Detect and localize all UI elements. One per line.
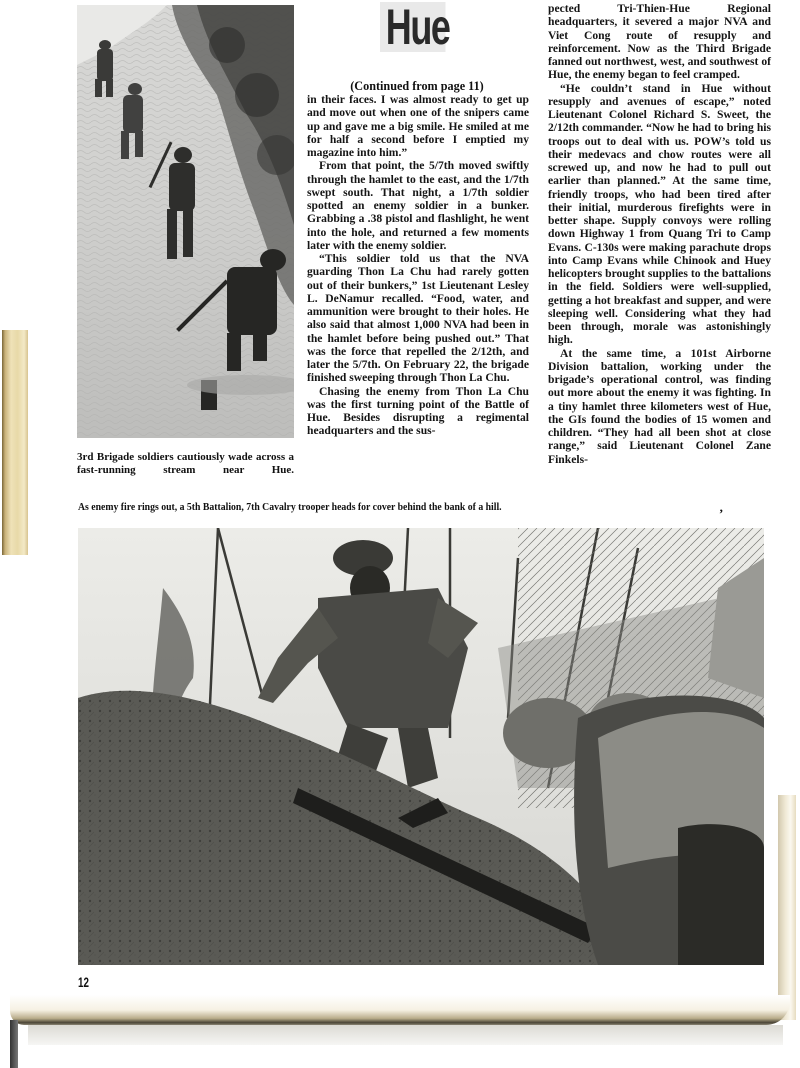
stream-photo-caption: 3rd Brigade soldiers cautiously wade across a fast-running stream near Hue.	[77, 451, 294, 476]
print-mark: ’	[719, 506, 724, 521]
continued-from-note: (Continued from page 11)	[350, 79, 484, 93]
paragraph: “This soldier told us that the NVA guarding Thon La Chu had rarely gotten out of their bunkers,” 1st Lieutenant Lesley L. DeNamur recalled. “Food, water, and ammunition were brought to their holes. He also said that almost 1,000 NVA had been in the hamlet before being pushed out.” That was the force that repelled the 2/12th, and later the 5/7th. On February 22, the brigade finished sweeping through Thon La Chu.	[307, 252, 529, 385]
next-page-edge	[28, 1025, 783, 1045]
paragraph: From that point, the 5/7th moved swiftly through the hamlet to the east, and the 1/7th swept south. That night, a 1/7th soldier spotted an enemy soldier in a bunker. Grabbing a .38 pistol and flashlight, he went into the hole, and returned a few moments later with the enemy soldier.	[307, 159, 529, 252]
paragraph: in their faces. I was almost ready to get up and move out when one of the snipers came up and gave me a big smile. He smiled at me for half a second before I emptied my magazine into him.”	[307, 93, 529, 159]
page-left-edge-shadow	[10, 1020, 18, 1068]
page-right-edge	[778, 795, 796, 1020]
photo-soldiers-wading-stream	[77, 5, 294, 438]
article-headline: Hue	[380, 2, 446, 52]
trench-photo-caption: As enemy fire rings out, a 5th Battalion, 7th Cavalry trooper heads for cover behind the bank of a hill.	[78, 502, 502, 513]
paragraph: Chasing the enemy from Thon La Chu was the first turning point of the Battle of Hue. Besides disrupting a regimental headquarters and the sus-	[307, 384, 529, 438]
article-column-middle	[307, 93, 529, 438]
paragraph: pected Tri-Thien-Hue Regional headquarters, it severed a major NVA and Viet Cong route of resupply and reinforcement. Now as the Third Brigade fanned out northwest, west, and southwest of Hue, the enemy began to feel cramped.	[548, 2, 771, 82]
article-column-right	[548, 2, 771, 466]
page-bottom-curl	[10, 995, 790, 1025]
photo-trooper-taking-cover	[78, 528, 764, 965]
page-number: 12	[78, 974, 89, 990]
paragraph: At the same time, a 101st Airborne Division battalion, working under the brigade’s operational control, was finding out more about the enemy it was fighting. In a tiny hamlet three kilometers west of Hue, the GIs found the bodies of 15 women and children. “They had all been shot at close range,” said Lieutenant Colonel Zane Finkels-	[548, 346, 771, 466]
book-binding-edge	[2, 330, 28, 555]
paragraph: “He couldn’t stand in Hue without resupply and avenues of escape,” noted Lieutenant Colonel Richard S. Sweet, the 2/12th commander. “Now he had to bring his troops out to deal with us. POW’s told us their medevacs and chow routes were all screwed up, and now he had to pull out earlier than planned.” At the same time, friendly troops, who had been tired after their initial, murderous firefights were in better shape. Supply convoys were rolling down Highway 1 from Quang Tri to Camp Evans. C-130s were making parachute drops into Camp Evans while Chinook and Huey helicopters brought supplies to the battalions in the field. Soldiers were well-supplied, getting a hot breakfast and supper, and were sleeping well. Considering what they had been through, morale was astonishingly high.	[548, 81, 771, 347]
